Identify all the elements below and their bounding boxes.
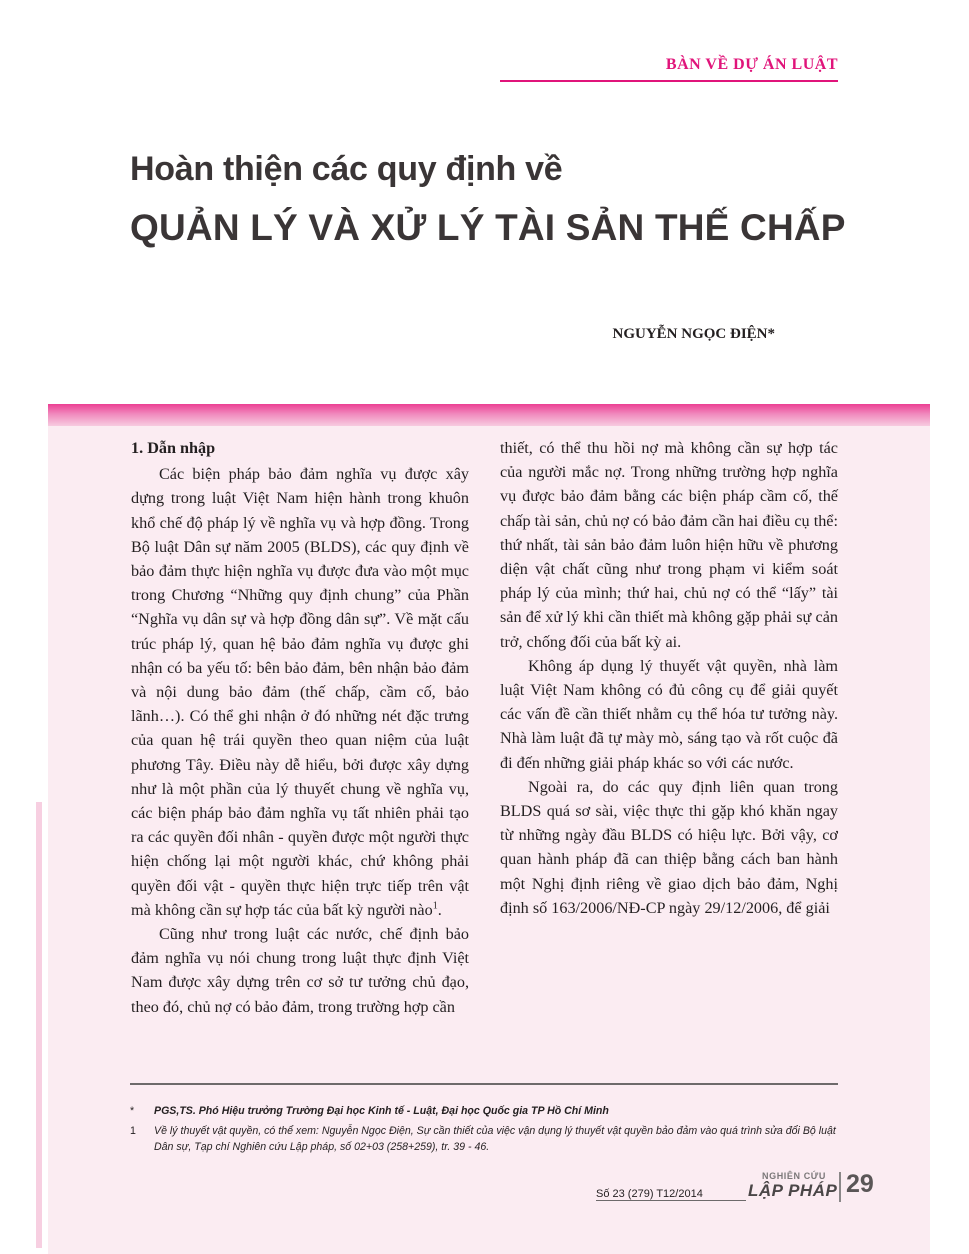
paragraph-4-text: Ngoài ra, do các quy định liên quan trong BLDS quá sơ sài, việc thực thi gặp khó khăn ngay từ những ngày đầu BLDS có hiệu lực. Bởi vậy, cơ quan hành pháp đã can thiệp bằng cách ban hành một Nghị định riêng về giao dịch bảo đảm, Nghị định số 163/2006/NĐ-CP ngày 29/12/2006, để giải <box>500 777 838 917</box>
paragraph-3 <box>500 654 838 775</box>
footnote-1 <box>130 1123 840 1155</box>
side-mark <box>36 802 42 1248</box>
footer-separator <box>839 1172 841 1202</box>
body-column-right <box>500 436 838 920</box>
section-rule <box>500 80 838 82</box>
paragraph-3-text: Không áp dụng lý thuyết vật quyền, nhà làm luật Việt Nam không có đủ công cụ để giải quyết các vấn đề cần thiết nhằm cụ thể hóa tư tưởng này. Nhà làm luật đã tự mày mò, sáng tạo và rốt cuộc đã đi đến những giải pháp khác so với các nước. <box>500 656 838 772</box>
page-number: 29 <box>846 1170 874 1198</box>
article-title-line2: QUẢN LÝ VÀ XỬ LÝ TÀI SẢN THẾ CHẤP <box>130 207 846 248</box>
paragraph-1 <box>131 462 469 922</box>
footnote-mark: 1 <box>130 1125 136 1137</box>
footnote-text: Về lý thuyết vật quyền, có thể xem: Nguyễn Ngọc Điện, Sự cần thiết của việc vận dụng lý thuyết vật quyền bảo đảm vào quá trình sửa đổi Bộ luật Dân sự, Tạp chí Nghiên cứu Lập pháp, số 02+03 (258+259), tr. 39 - 46. <box>154 1125 836 1153</box>
footnotes <box>130 1103 840 1159</box>
paragraph-2-part-a: Cũng như trong luật các nước, chế định bảo đảm nghĩa vụ nói chung trong luật thực định Việt Nam được xây dựng trên cơ sở tư tưởng chủ đạo, theo đó, chủ nợ có bảo đảm, trong trường hợp cần <box>131 925 469 1016</box>
article-title-line1: Hoàn thiện các quy định về <box>130 150 563 188</box>
footer-rule <box>596 1200 746 1201</box>
pink-band <box>48 404 930 426</box>
footer-issue: Số 23 (279) T12/2014 <box>596 1188 703 1200</box>
section-heading: 1. Dẫn nhập <box>131 439 216 457</box>
footnote-rule <box>130 1083 838 1085</box>
footnote-ref: 1 <box>432 900 438 912</box>
journal-brand: LẬP PHÁP <box>748 1181 838 1200</box>
paragraph-1-text: Các biện pháp bảo đảm nghĩa vụ được xây dựng trong luật Việt Nam hiện hành trong khuôn khổ chế độ pháp lý về nghĩa vụ và hợp đồng. Trong Bộ luật Dân sự năm 2005 (BLDS), các quy định về bảo đảm thực hiện nghĩa vụ được đưa vào một mục trong Chương “Những quy định chung” của Phần “Nghĩa vụ dân sự và hợp đồng dân sự”. Về mặt cấu trúc pháp lý, quan hệ bảo đảm nghĩa vụ được ghi nhận có ba yếu tố: bên bảo đảm, bên nhận bảo đảm và nội dung bảo đảm (thế chấp, cầm cố, bảo lãnh…). Có thể ghi nhận ở đó những nét đặc trưng của quan hệ trái quyền theo quan niệm của luật phương Tây. Điều này dễ hiểu, bởi được xây dựng như là một phần của lý thuyết chung về nghĩa vụ, các biện pháp bảo đảm nghĩa vụ tất nhiên phải tạo ra các quyền đối nhân - quyền được một người thực hiện chống lại một người khác, chứ không phải quyền đối vật - quyền thực hiện trực tiếp trên vật mà không cần sự hợp tác của bất kỳ người nào <box>131 465 469 919</box>
footnote-mark: * <box>130 1105 135 1117</box>
author-name: NGUYỄN NGỌC ĐIỆN* <box>612 326 775 342</box>
body-column-left <box>131 436 469 1019</box>
paragraph-1-end: . <box>437 900 442 919</box>
footnote-author <box>130 1103 840 1119</box>
paragraph-2-part-b: thiết, có thể thu hồi nợ mà không cần sự hợp tác của người mắc nợ. Trong những trường hợp nghĩa vụ được bảo đảm bằng các biện pháp cầm cố, thế chấp tài sản, chủ nợ có bảo đảm cần hai điều cụ thể: thứ nhất, tài sản bảo đảm luôn hiện hữu về phương diện vật chất cũng như trong phạm vi kiểm soát pháp lý của mình; thứ hai, chủ nợ có thể “lấy” tài sản để xử lý khi cần thiết mà không gặp phải sự cản trở, chống đối của bất kỳ ai. <box>500 439 838 651</box>
journal-brand-top: NGHIÊN CỨU <box>762 1171 826 1181</box>
paragraph-4 <box>500 775 838 920</box>
section-label: BÀN VỀ DỰ ÁN LUẬT <box>665 56 838 73</box>
footnote-text: PGS,TS. Phó Hiệu trưởng Trường Đại học Kinh tế - Luật, Đại học Quốc gia TP Hồ Chí Minh <box>154 1105 609 1117</box>
